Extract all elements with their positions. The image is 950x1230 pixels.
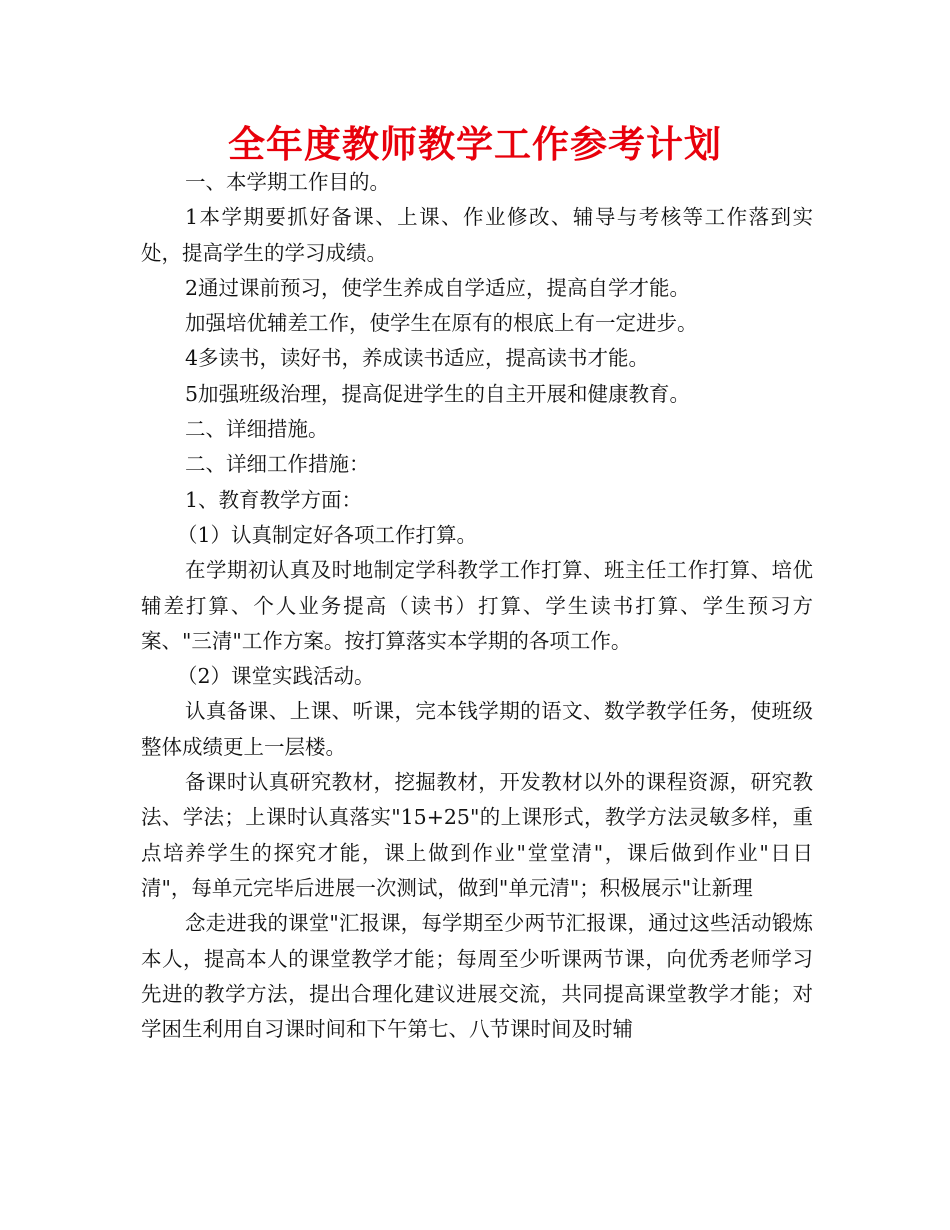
paragraph: 2通过课前预习，使学生养成自学适应，提高自学才能。 bbox=[185, 275, 691, 300]
paragraph: 加强培优辅差工作，使学生在原有的根底上有一定进步。 bbox=[185, 311, 698, 336]
paragraph: （2）课堂实践活动。 bbox=[177, 664, 375, 689]
document-body bbox=[141, 165, 813, 1047]
paragraph: 一、本学期工作目的。 bbox=[185, 170, 390, 194]
paragraph: 5加强班级治理，提高促进学生的自主开展和健康教育。 bbox=[185, 381, 691, 406]
paragraph: （1）认真制定好各项工作打算。 bbox=[177, 522, 478, 547]
paragraph: 二、详细工作措施： bbox=[185, 452, 370, 477]
paragraph: 1、教育教学方面： bbox=[185, 487, 363, 512]
paragraph: 认真备课、上课、听课，完本钱学期的语文、数学教学任务，使班级整体成绩更上一层楼。 bbox=[141, 699, 813, 759]
document-title: 全年度教师教学工作参考计划 bbox=[228, 123, 722, 166]
paragraph: 4多读书，读好书，养成读书适应，提高读书才能。 bbox=[185, 346, 650, 371]
paragraph: 在学期初认真及时地制定学科教学工作打算、班主任工作打算、培优辅差打算、个人业务提高（读书）打算、学生读书打算、学生预习方案、"三清"工作方案。按打算落实本学期的各项工作。 bbox=[141, 558, 813, 653]
paragraph: 念走进我的课堂"汇报课，每学期至少两节汇报课，通过这些活动锻炼本人，提高本人的课堂教学才能；每周至少听课两节课，向优秀老师学习先进的教学方法，提出合理化建议进展交流，共同提高课堂教学才能；对学困生利用自习课时间和下午第七、八节课时间及时辅 bbox=[141, 911, 813, 1042]
paragraph: 备课时认真研究教材，挖掘教材，开发教材以外的课程资源，研究教法、学法；上课时认真落实"15+25"的上课形式，教学方法灵敏多样，重点培养学生的探究才能，课上做到作业"堂堂清"，课后做到作业"日日清"，每单元完毕后进展一次测试，做到"单元清"；积极展示"让新理 bbox=[141, 770, 813, 900]
paragraph: 1本学期要抓好备课、上课、作业修改、辅导与考核等工作落到实处，提高学生的学习成绩。 bbox=[141, 205, 813, 265]
paragraph: 二、详细措施。 bbox=[185, 417, 329, 442]
